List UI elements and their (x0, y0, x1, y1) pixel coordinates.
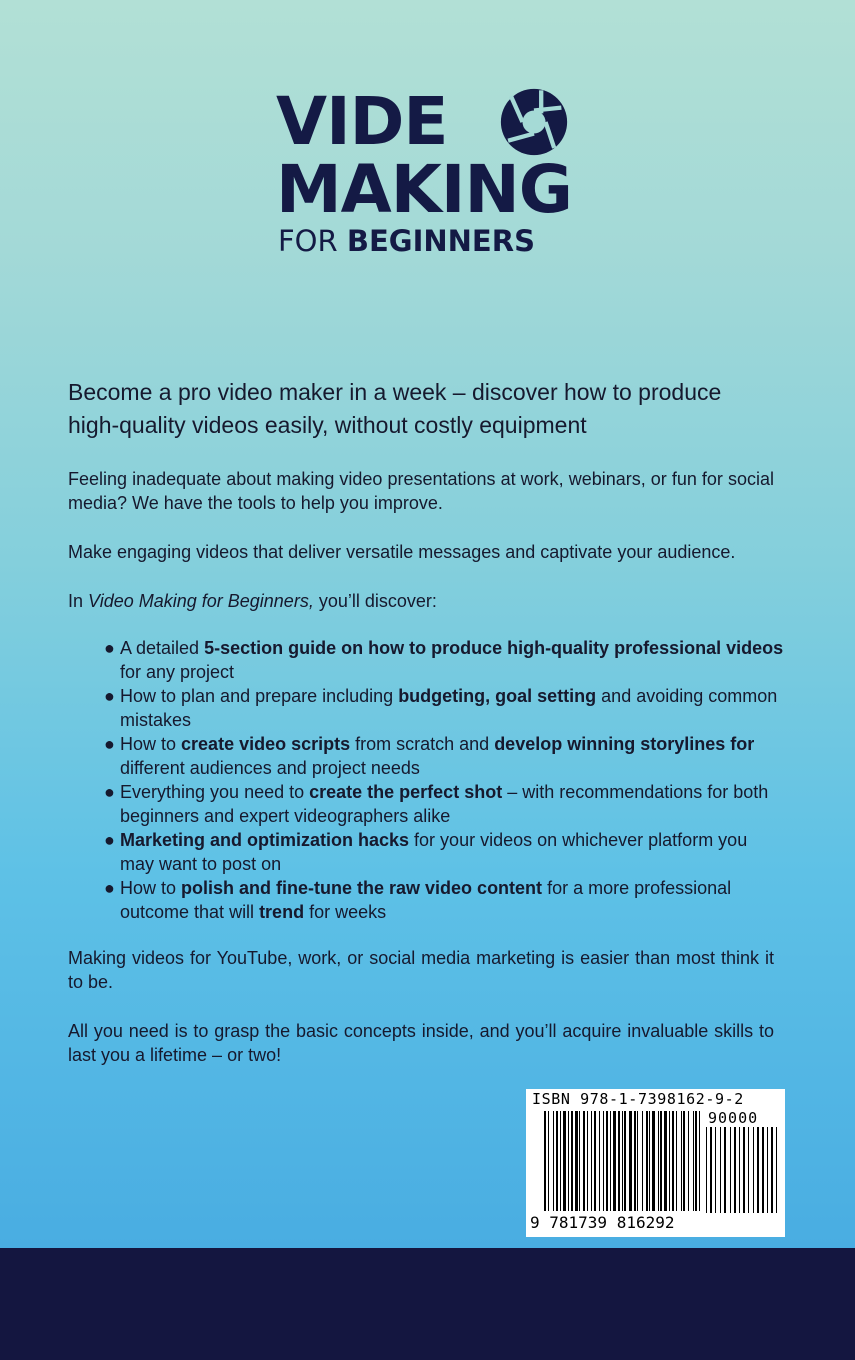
list-item-bold: create the perfect shot (309, 782, 503, 802)
list-item-bold: Marketing and optimization hacks (120, 830, 410, 850)
list-item (104, 780, 784, 828)
ean-barcode-bars (544, 1111, 700, 1215)
list-item-text: for weeks (304, 902, 387, 922)
list-item-bold: polish and fine-tune the raw video content (181, 878, 543, 898)
ean-digits: 9 781739 816292 (530, 1213, 675, 1232)
bullet-dot: ● (104, 638, 115, 658)
engaging-paragraph: Make engaging videos that deliver versatile messages and captivate your audience. (68, 542, 736, 562)
list-item-text: How to (120, 878, 182, 898)
bullet-dot: ● (104, 830, 115, 850)
list-item-bold: develop winning storylines for (494, 734, 755, 754)
list-item-bold: create video scripts (181, 734, 351, 754)
list-item-text: and avoiding common mistakes (120, 686, 778, 730)
list-item (104, 636, 784, 684)
list-item-text: How to plan and prepare including (120, 686, 399, 706)
logo-word-making: MAKING (276, 151, 572, 228)
bullet-dot: ● (104, 782, 115, 802)
isbn-barcode (526, 1089, 785, 1237)
isbn-label: ISBN 978-1-7398162-9-2 (532, 1090, 744, 1108)
discover-prefix: In (68, 591, 89, 611)
addon-barcode-bars (706, 1127, 778, 1213)
list-item-bold: budgeting, goal setting (398, 686, 597, 706)
list-item (104, 828, 784, 876)
feature-list (104, 636, 784, 924)
discover-suffix: you’ll discover: (313, 591, 437, 611)
price-addon-code: 90000 (708, 1109, 759, 1127)
list-item-text: How to (120, 734, 182, 754)
final-paragraph: All you need is to grasp the basic concepts inside, and you’ll acquire invaluable skills to last you a lifetime – or two! (68, 1021, 774, 1065)
list-item (104, 876, 784, 924)
discover-paragraph (68, 589, 774, 613)
closing-paragraph: Making videos for YouTube, work, or social media marketing is easier than most think it to be. (68, 948, 774, 992)
headline: Become a pro video maker in a week – discover how to produce high-quality videos easily, without costly equipment (68, 379, 722, 438)
list-item-text: Everything you need to (120, 782, 310, 802)
list-item-text: for any project (120, 662, 235, 682)
list-item-bold: 5-section guide on how to produce high-quality professional videos (204, 638, 784, 658)
list-item-text: A detailed (120, 638, 205, 658)
footer-band (0, 1248, 855, 1360)
logo-subtitle-regular: FOR (278, 224, 347, 258)
logo-subtitle (278, 224, 535, 258)
list-item-text: from scratch and (350, 734, 495, 754)
list-item (104, 732, 784, 780)
logo-subtitle-bold: BEGINNERS (346, 224, 535, 258)
bullet-dot: ● (104, 734, 115, 754)
list-item-text: for a more professional outcome that will (120, 878, 732, 922)
list-item-text: different audiences and project needs (120, 758, 420, 778)
bullet-dot: ● (104, 686, 115, 706)
intro-paragraph: Feeling inadequate about making video presentations at work, webinars, or fun for social media? We have the tools to help you improve. (68, 469, 774, 513)
logo-word-video: VIDE (276, 83, 448, 160)
bullet-dot: ● (104, 878, 115, 898)
list-item-text: – with recommendations for both beginners and expert videographers alike (120, 782, 769, 826)
list-item (104, 684, 784, 732)
camera-shutter-icon (498, 86, 570, 158)
list-item-text: for your videos on whichever platform you may want to post on (120, 830, 748, 874)
list-item-bold: trend (259, 902, 305, 922)
book-title-italic: Video Making for Beginners, (88, 591, 314, 611)
